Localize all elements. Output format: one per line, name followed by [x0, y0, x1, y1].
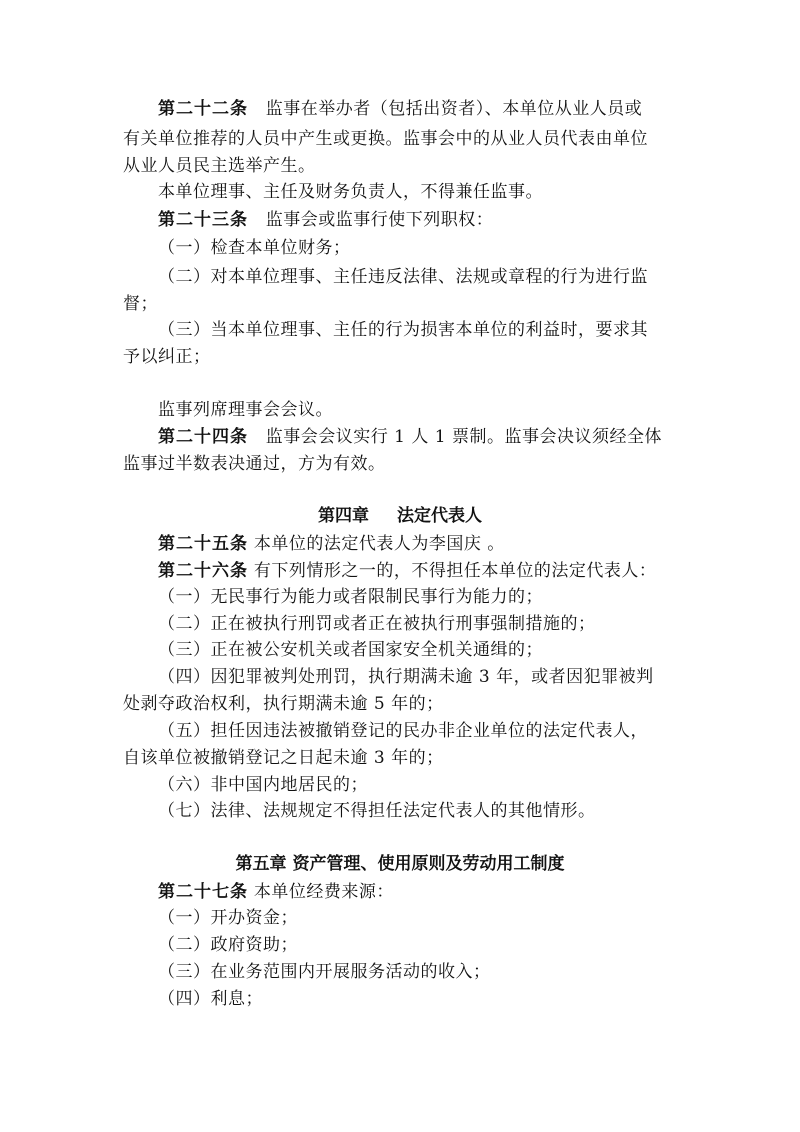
article-26-text: 有下列情形之一的，不得担任本单位的法定代表人： — [253, 561, 657, 581]
article-26-item-4: （四）因犯罪被判处刑罚，执行期满未逾 3 年，或者因犯罪被判 — [158, 667, 654, 687]
chapter-4-number: 第四章 — [318, 506, 369, 526]
article-26-item-5: （五）担任因违法被撤销登记的民办非企业单位的法定代表人， — [158, 721, 648, 741]
article-22-line-2: 有关单位推荐的人员中产生或更换。监事会中的从业人员代表由单位 — [123, 129, 648, 149]
article-25-title: 第二十五条 — [158, 534, 248, 554]
chapter-4-heading — [0, 506, 800, 526]
article-27-line — [158, 882, 683, 902]
article-23-item-1: （一）检查本单位财务； — [158, 238, 351, 258]
article-26-item-3: （三）正在被公安机关或者国家安全机关通缉的； — [158, 640, 543, 660]
article-26-item-5-cont: 自该单位被撤销登记之日起未逾 3 年的； — [123, 748, 444, 768]
article-27-title: 第二十七条 — [158, 882, 248, 902]
article-22-text: 监事在举办者（包括出资者）、本单位从业人员或 — [265, 99, 643, 119]
article-27-item-4: （四）利息； — [158, 989, 263, 1009]
article-26-item-6: （六）非中国内地居民的； — [158, 775, 368, 795]
article-23-attend: 监事列席理事会会议。 — [158, 400, 333, 420]
article-23-item-3: （三）当本单位理事、主任的行为损害本单位的利益时，要求其 — [158, 320, 648, 340]
article-23-title: 第二十三条 — [158, 210, 248, 230]
article-27-item-1: （一）开办资金； — [158, 908, 298, 928]
article-23-text: 监事会或监事行使下列职权： — [265, 210, 494, 230]
article-26-item-4-cont: 处剥夺政治权利，执行期满未逾 5 年的； — [123, 694, 444, 714]
article-25-text: 本单位的法定代表人为李国庆 。 — [253, 534, 505, 554]
article-27-item-3: （三）在业务范围内开展服务活动的收入； — [158, 962, 491, 982]
article-24-line-2: 监事过半数表决通过，方为有效。 — [123, 454, 386, 474]
article-22-line-4: 本单位理事、主任及财务负责人，不得兼任监事。 — [158, 182, 543, 202]
article-27-item-2: （二）政府资助； — [158, 935, 298, 955]
article-27-text: 本单位经费来源： — [253, 882, 394, 902]
article-23-item-2: （二）对本单位理事、主任违反法律、法规或章程的行为进行监 — [158, 267, 648, 287]
chapter-4-name: 法定代表人 — [397, 506, 482, 526]
article-22-line-1 — [158, 99, 683, 119]
article-22-line-3: 从业人员民主选举产生。 — [123, 156, 316, 176]
article-26-item-1: （一）无民事行为能力或者限制民事行为能力的； — [158, 587, 543, 607]
article-24-line-1 — [158, 427, 683, 447]
chapter-5-heading: 第五章 资产管理、使用原则及劳动用工制度 — [235, 854, 565, 874]
article-24-text: 监事会会议实行 1 人 1 票制。监事会决议须经全体 — [265, 427, 662, 447]
article-23-item-2-cont: 督； — [123, 294, 158, 314]
article-26-line — [158, 561, 683, 581]
article-26-item-2: （二）正在被执行刑罚或者正在被执行刑事强制措施的； — [158, 614, 596, 634]
article-23-line-1 — [158, 210, 683, 230]
article-26-title: 第二十六条 — [158, 561, 248, 581]
article-25-line — [158, 534, 683, 554]
article-22-title: 第二十二条 — [158, 99, 248, 119]
article-23-item-3-cont: 予以纠正； — [123, 347, 211, 367]
article-24-title: 第二十四条 — [158, 427, 248, 447]
article-26-item-7: （七）法律、法规规定不得担任法定代表人的其他情形。 — [158, 801, 596, 821]
